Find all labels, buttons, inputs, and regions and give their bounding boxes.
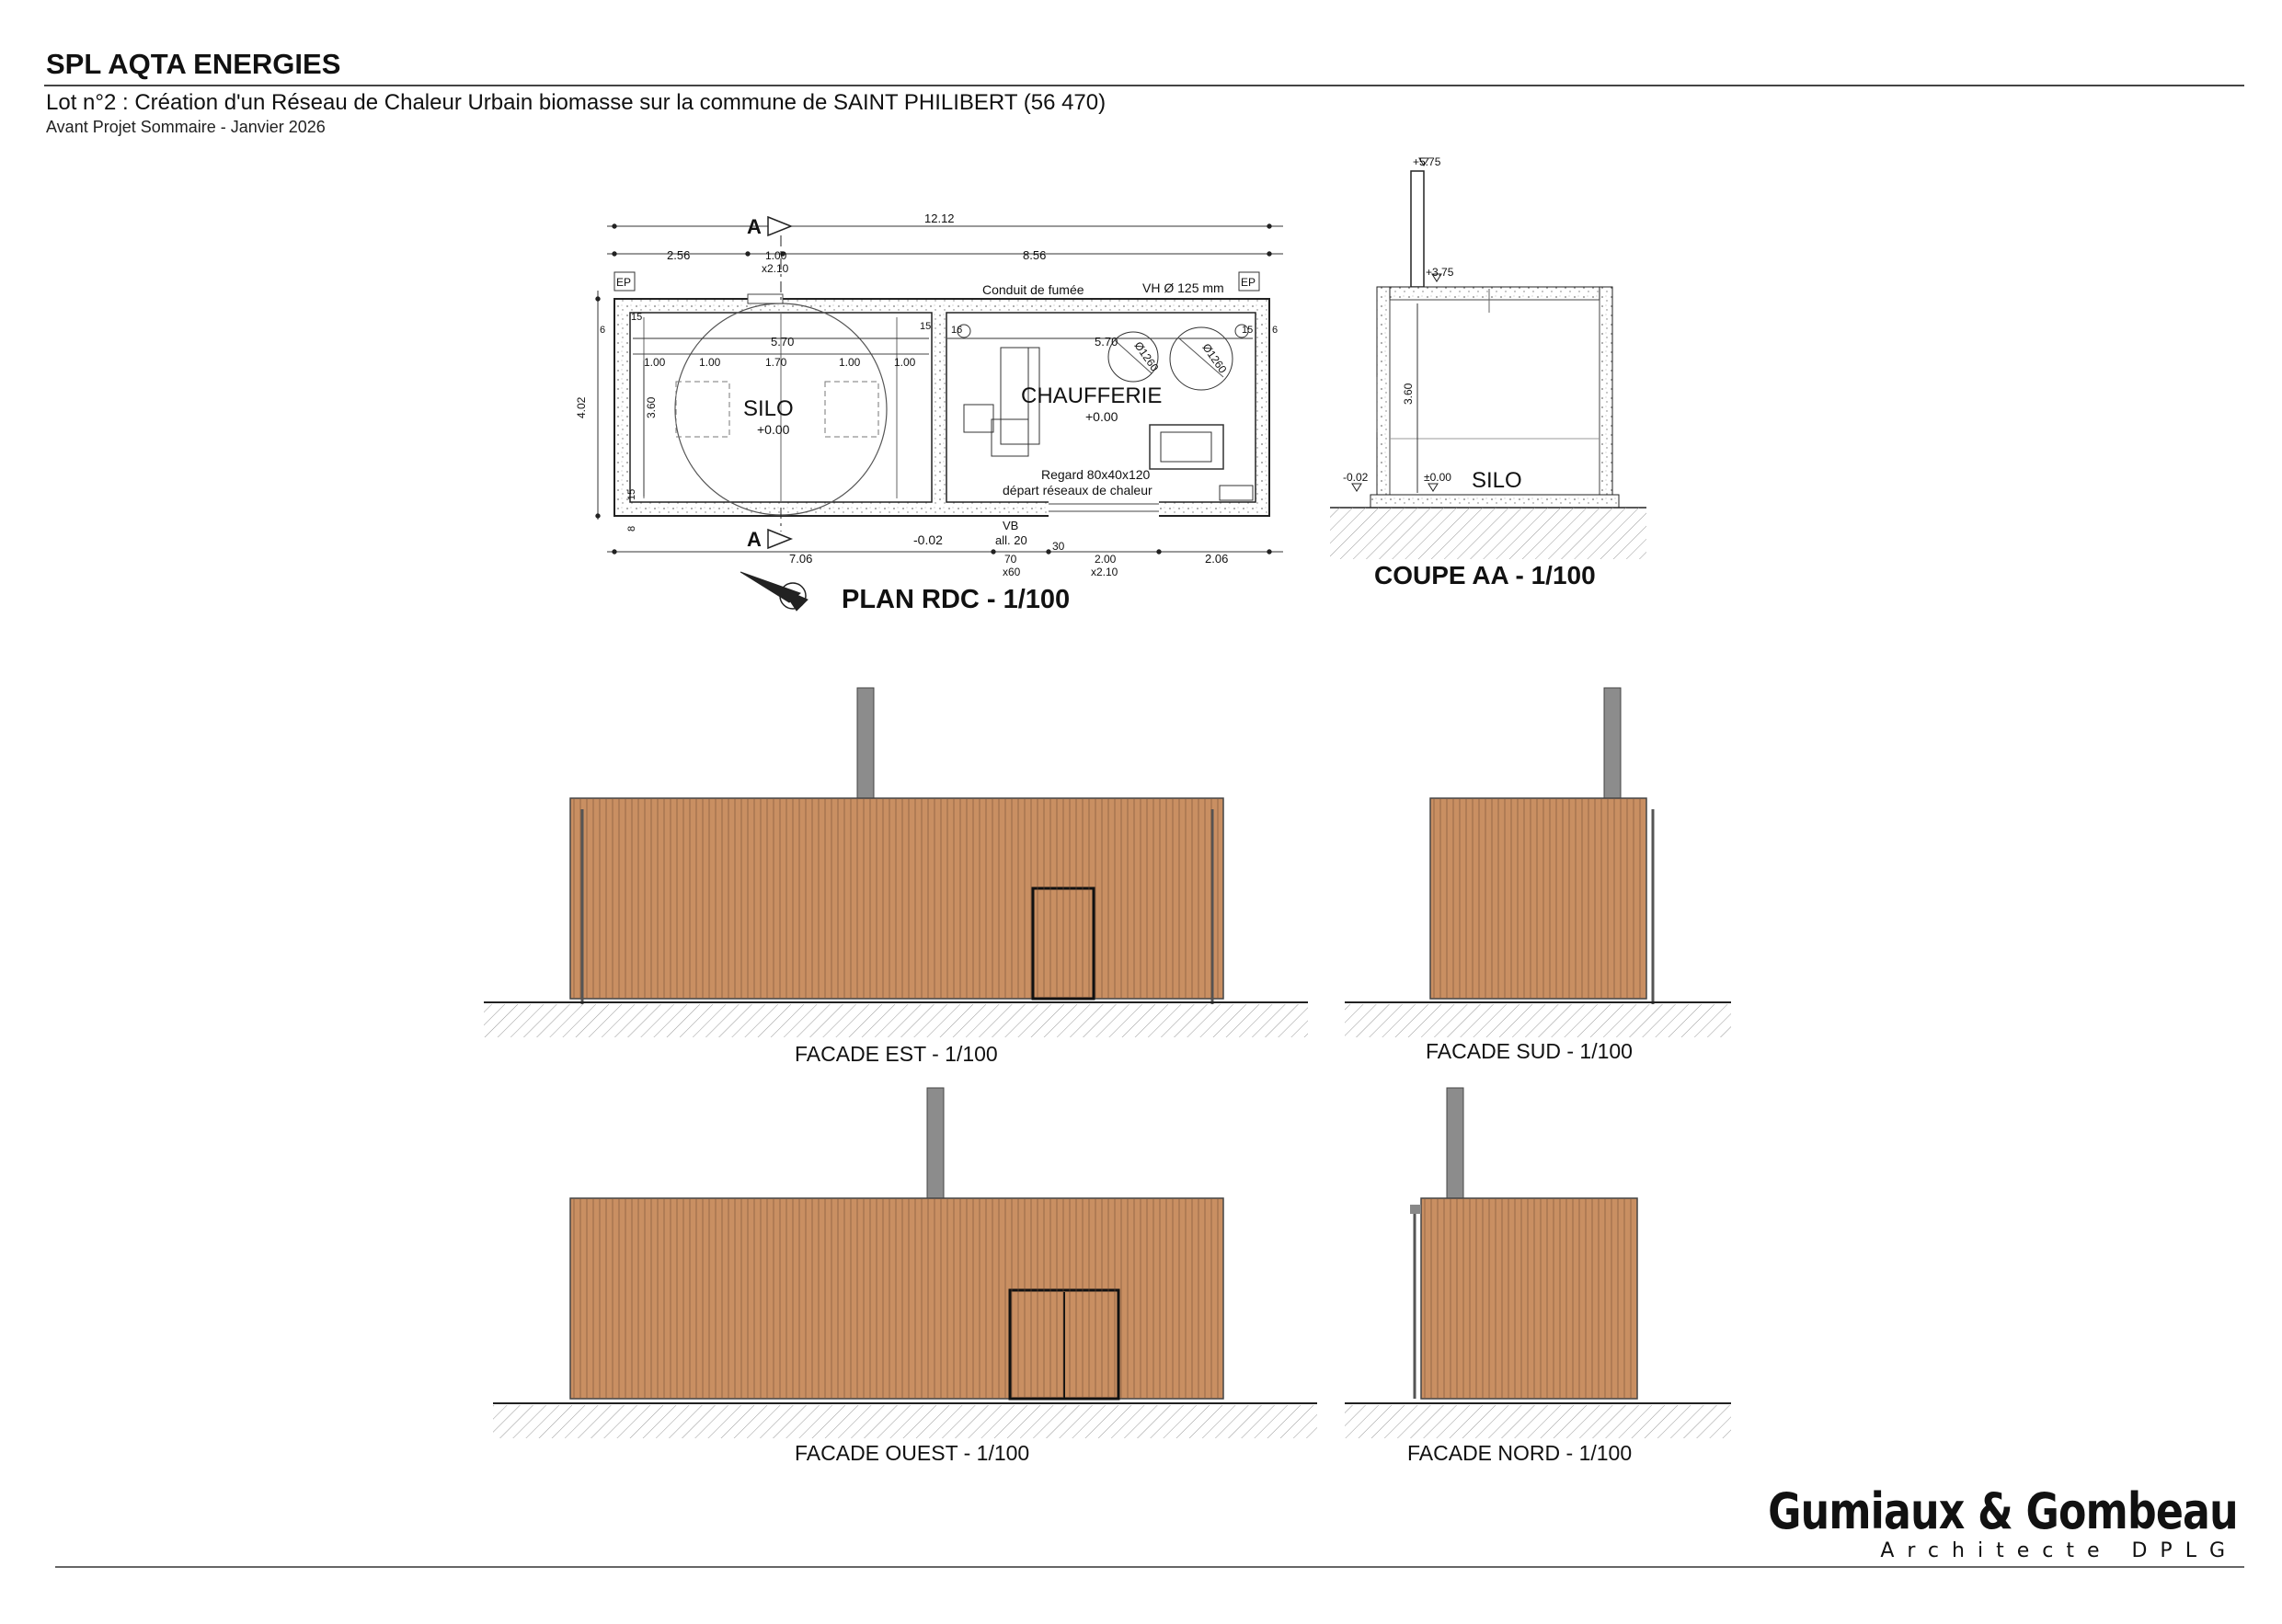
section-aa xyxy=(1330,158,1646,559)
dim-wall-g: 15 xyxy=(626,488,637,500)
project-description: Lot n°2 : Création d'un Réseau de Chaleur Urbain biomasse sur la commune de SAINT PHILIBERT (56 470) xyxy=(46,90,1107,115)
footer-rule xyxy=(55,1566,2244,1568)
facade-ouest xyxy=(493,1088,1317,1438)
section-mark-bottom: A xyxy=(747,528,762,551)
level-silo: +0.00 xyxy=(757,422,790,437)
section-title: COUPE AA - 1/100 xyxy=(1374,561,1596,589)
dim-depth: 4.02 xyxy=(575,396,588,418)
section-level-top: +5.75 xyxy=(1413,155,1441,168)
dim-d1: 1.00 xyxy=(644,356,666,369)
company-name: SPL AQTA ENERGIES xyxy=(46,48,341,80)
ep-left: EP xyxy=(616,276,632,289)
facade-nord-title: FACADE NORD - 1/100 xyxy=(1407,1441,1633,1465)
level-chaufferie: +0.00 xyxy=(1085,409,1118,424)
dim-bot-door-h: x2.10 xyxy=(1091,566,1118,578)
facade-ouest-title: FACADE OUEST - 1/100 xyxy=(795,1441,1030,1465)
dim-overall: 12.12 xyxy=(924,212,955,225)
facade-sud-title: FACADE SUD - 1/100 xyxy=(1426,1039,1633,1063)
section-height: 3.60 xyxy=(1402,383,1415,405)
dim-wall-h: 8 xyxy=(626,525,637,532)
dim-bot-right: 2.06 xyxy=(1205,552,1229,566)
room-silo-label: SILO xyxy=(743,396,794,421)
facade-sud xyxy=(1345,688,1731,1037)
dim-bot-door: 2.00 xyxy=(1095,553,1117,566)
north-arrow-icon xyxy=(740,572,808,611)
plan-rdc xyxy=(475,0,1283,611)
dim-wall-a: 15 xyxy=(631,312,643,323)
dim-d2: 1.00 xyxy=(699,356,721,369)
regard-label-2: départ réseaux de chaleur xyxy=(1003,483,1152,497)
diameter-2: Ø1260 xyxy=(1199,340,1230,376)
dim-left-seg: 2.56 xyxy=(667,248,691,262)
dim-d5: 1.00 xyxy=(894,356,916,369)
section-level-roof: +3.75 xyxy=(1426,266,1454,279)
level-outside-plan: -0.02 xyxy=(913,532,943,547)
dim-bot-x60: x60 xyxy=(1003,566,1021,578)
dim-inner-depth: 3.60 xyxy=(645,396,658,418)
dim-bot-70: 70 xyxy=(1004,553,1017,566)
dim-inner-left: 5.70 xyxy=(771,335,795,349)
dim-wall-c: 16 xyxy=(951,325,963,336)
dim-wall-d: 15 xyxy=(1242,325,1254,336)
section-mark-top: A xyxy=(747,215,762,238)
vb-label: VB xyxy=(1003,519,1019,532)
section-room-label: SILO xyxy=(1472,468,1522,493)
firm-logo-name: Gumiaux & Gombeau xyxy=(1768,1482,2238,1540)
diameter-1: Ø1260 xyxy=(1131,338,1162,374)
project-phase: Avant Projet Sommaire - Janvier 2026 xyxy=(46,118,326,136)
dim-inner-right: 5.70 xyxy=(1095,335,1118,349)
section-level-floor: ±0.00 xyxy=(1424,471,1451,484)
dim-right-seg: 8.56 xyxy=(1023,248,1047,262)
room-chaufferie-label: CHAUFFERIE xyxy=(1021,383,1163,408)
dim-bot-left: 7.06 xyxy=(789,552,813,566)
regard-label-1: Regard 80x40x120 xyxy=(1041,467,1151,482)
ep-right: EP xyxy=(1241,276,1256,289)
section-level-outside: -0.02 xyxy=(1343,471,1369,484)
vh-label: VH Ø 125 mm xyxy=(1142,280,1224,295)
dim-wall-e: 6 xyxy=(600,325,606,336)
dim-wall-b: 15 xyxy=(920,321,932,332)
dim-door-h: x2.10 xyxy=(762,262,789,275)
vb-all-label: all. 20 xyxy=(995,533,1027,547)
dim-bot-30: 30 xyxy=(1052,540,1065,553)
facade-nord xyxy=(1345,1088,1731,1438)
conduit-label: Conduit de fumée xyxy=(982,282,1084,297)
dim-door-w: 1.00 xyxy=(765,249,787,262)
dim-d4: 1.00 xyxy=(839,356,861,369)
dim-wall-f: 6 xyxy=(1272,325,1279,336)
firm-logo-subtitle: Architecte DPLG xyxy=(1880,1539,2238,1562)
dim-d3: 1.70 xyxy=(765,356,787,369)
facade-est-title: FACADE EST - 1/100 xyxy=(795,1042,998,1066)
plan-title: PLAN RDC - 1/100 xyxy=(842,585,1071,614)
